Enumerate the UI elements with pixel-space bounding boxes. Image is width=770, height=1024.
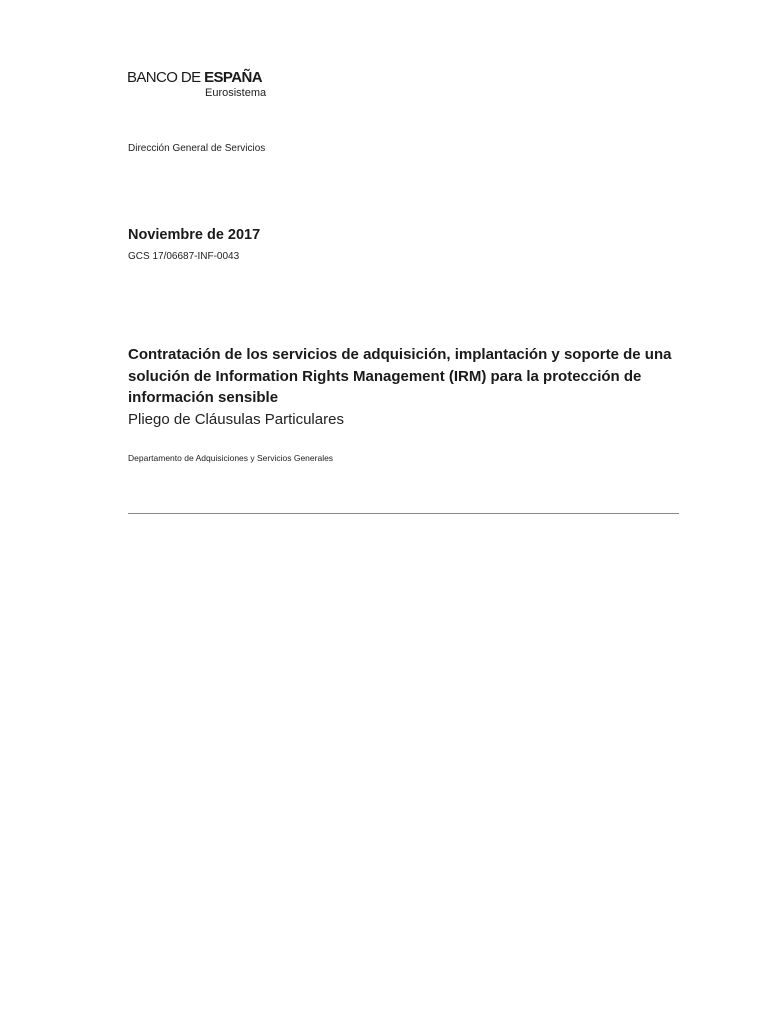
document-title: Contratación de los servicios de adquisición, implantación y soporte de una solución de Information Rights Management (IRM) para la protección de información sensible xyxy=(128,346,672,406)
horizontal-divider xyxy=(128,513,679,514)
document-date: Noviembre de 2017 xyxy=(128,227,261,243)
banco-de-espana-logo xyxy=(127,69,267,99)
logo-wordmark-bold: ESPAÑA xyxy=(204,69,262,86)
issuing-department: Departamento de Adquisiciones y Servicios Generales xyxy=(128,453,334,463)
logo-wordmark-light: BANCO DE xyxy=(127,69,205,86)
department-header: Dirección General de Servicios xyxy=(128,143,266,154)
document-reference: GCS 17/06687-INF-0043 xyxy=(128,251,240,262)
document-subtitle: Pliego de Cláusulas Particulares xyxy=(128,411,344,428)
logo-subtitle: Eurosistema xyxy=(205,87,267,99)
logo-wordmark xyxy=(127,69,262,87)
